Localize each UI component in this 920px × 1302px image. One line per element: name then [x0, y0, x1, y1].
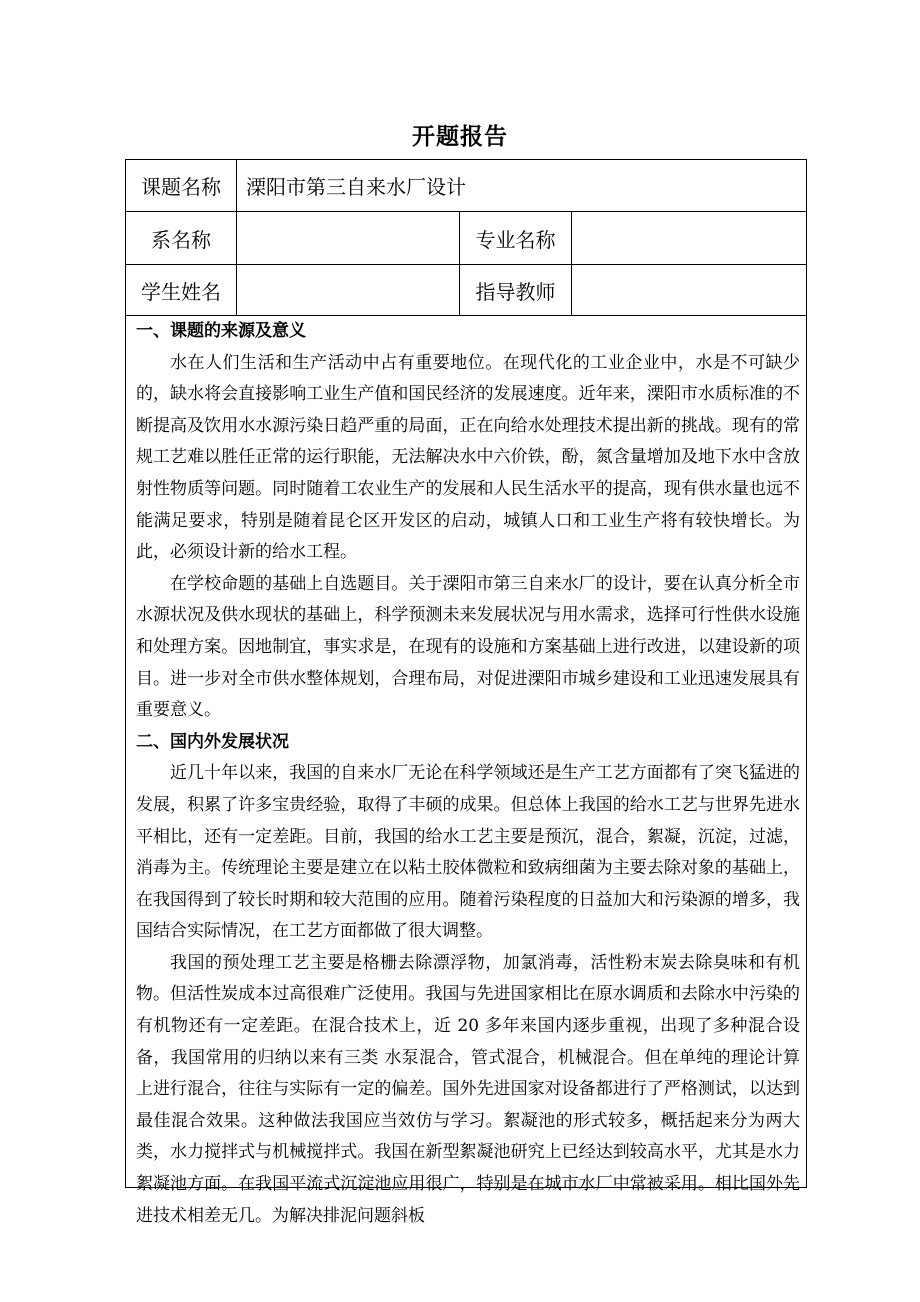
section-heading: 二、国内外发展状况: [136, 731, 289, 752]
document-title: 开题报告: [412, 124, 508, 150]
student-value: [246, 265, 446, 315]
advisor-value: [581, 265, 801, 315]
department-label: 系名称: [151, 227, 211, 252]
paragraph: 水在人们生活和生产活动中占有重要地位。在现代化的工业企业中，水是不可缺少的，缺水将会直接影响工业生产值和国民经济的发展速度。近年来，溧阳市水质标准的不断提高及饮用水水源污染日趋严重的局面，正在向给水处理技术提出新的挑战。现有的常规工艺难以胜任正常的运行职能，无法解决水中六价铁，酚，氮含量增加及地下水中含放射性物质等问题。同时随着工农业生产的发展和人民生活水平的提高，现有供水量也远不能满足要求，特别是随着昆仑区开发区的启动，城镇人口和工业生产将有较快增长。为此，必须设计新的给水工程。: [136, 352, 800, 563]
student-label: 学生姓名: [141, 279, 221, 304]
section-heading: 一、课题的来源及意义: [136, 321, 306, 341]
paragraph: 在学校命题的基础上自选题目。关于溧阳市第三自来水厂的设计，要在认真分析全市水源状况及供水现状的基础上，科学预测未来发展状况与用水需求，选择可行性供水设施和处理方案。因地制宜，事实求是，在现有的设施和方案基础上进行改进，以建设新的项目。进一步对全市供水整体规划，合理布局，对促进溧阳市城乡建设和工业迅速发展具有重要意义。: [136, 573, 800, 721]
paragraph: 我国的预处理工艺主要是格栅去除漂浮物，加氯消毒，活性粉末炭去除臭味和有机物。但活性炭成本过高很难广泛使用。我国与先进国家相比在原水调质和去除水中污染的有机物还有一定差距。在混合技术上，近 20 多年来国内逐步重视，出现了多种混合设备，我国常用的归纳以来有三类 水泵混合，管式混合，机械混合。但在单纯的理论计算上进行混合，往往与实际有一定的偏差。国外先进国家对设备都进行了严格测试，以达到最佳混合效果。这种做法我国应当效仿与学习。絮凝池的形式较多，概括起来分为两大类，水力搅拌式与机械搅拌式。我国在新型絮凝池研究上已经达到较高水平，尤其是水力絮凝池方面。在我国平流式沉淀池应用很广，特别是在城市水厂中常被采用。相比国外先进技术相差无几。为解决排泥问题斜板: [136, 952, 800, 1226]
column-divider: [236, 160, 237, 315]
major-value: [581, 212, 801, 264]
paragraph: 近几十年以来，我国的自来水厂无论在科学领域还是生产工艺方面都有了突飞猛进的发展，积累了许多宝贵经验，取得了丰硕的成果。但总体上我国的给水工艺与世界先进水平相比，还有一定差距。目前，我国的给水工艺主要是预沉，混合，絮凝，沉淀，过滤，消毒为主。传统理论主要是建立在以粘土胶体微粒和致病细菌为主要去除对象的基础上，在我国得到了较长时期和较大范围的应用。随着污染程度的日益加大和污染源的增多，我国结合实际情况，在工艺方面都做了很大调整。: [136, 763, 800, 942]
topic-value: 溧阳市第三自来水厂设计: [246, 175, 466, 199]
proposal-body: [136, 316, 800, 1232]
major-label: 专业名称: [475, 227, 556, 252]
advisor-label: 指导教师: [475, 279, 556, 304]
topic-label: 课题名称: [141, 175, 221, 199]
column-divider: [571, 211, 572, 315]
proposal-form: [125, 159, 807, 1226]
department-value: [246, 212, 446, 264]
